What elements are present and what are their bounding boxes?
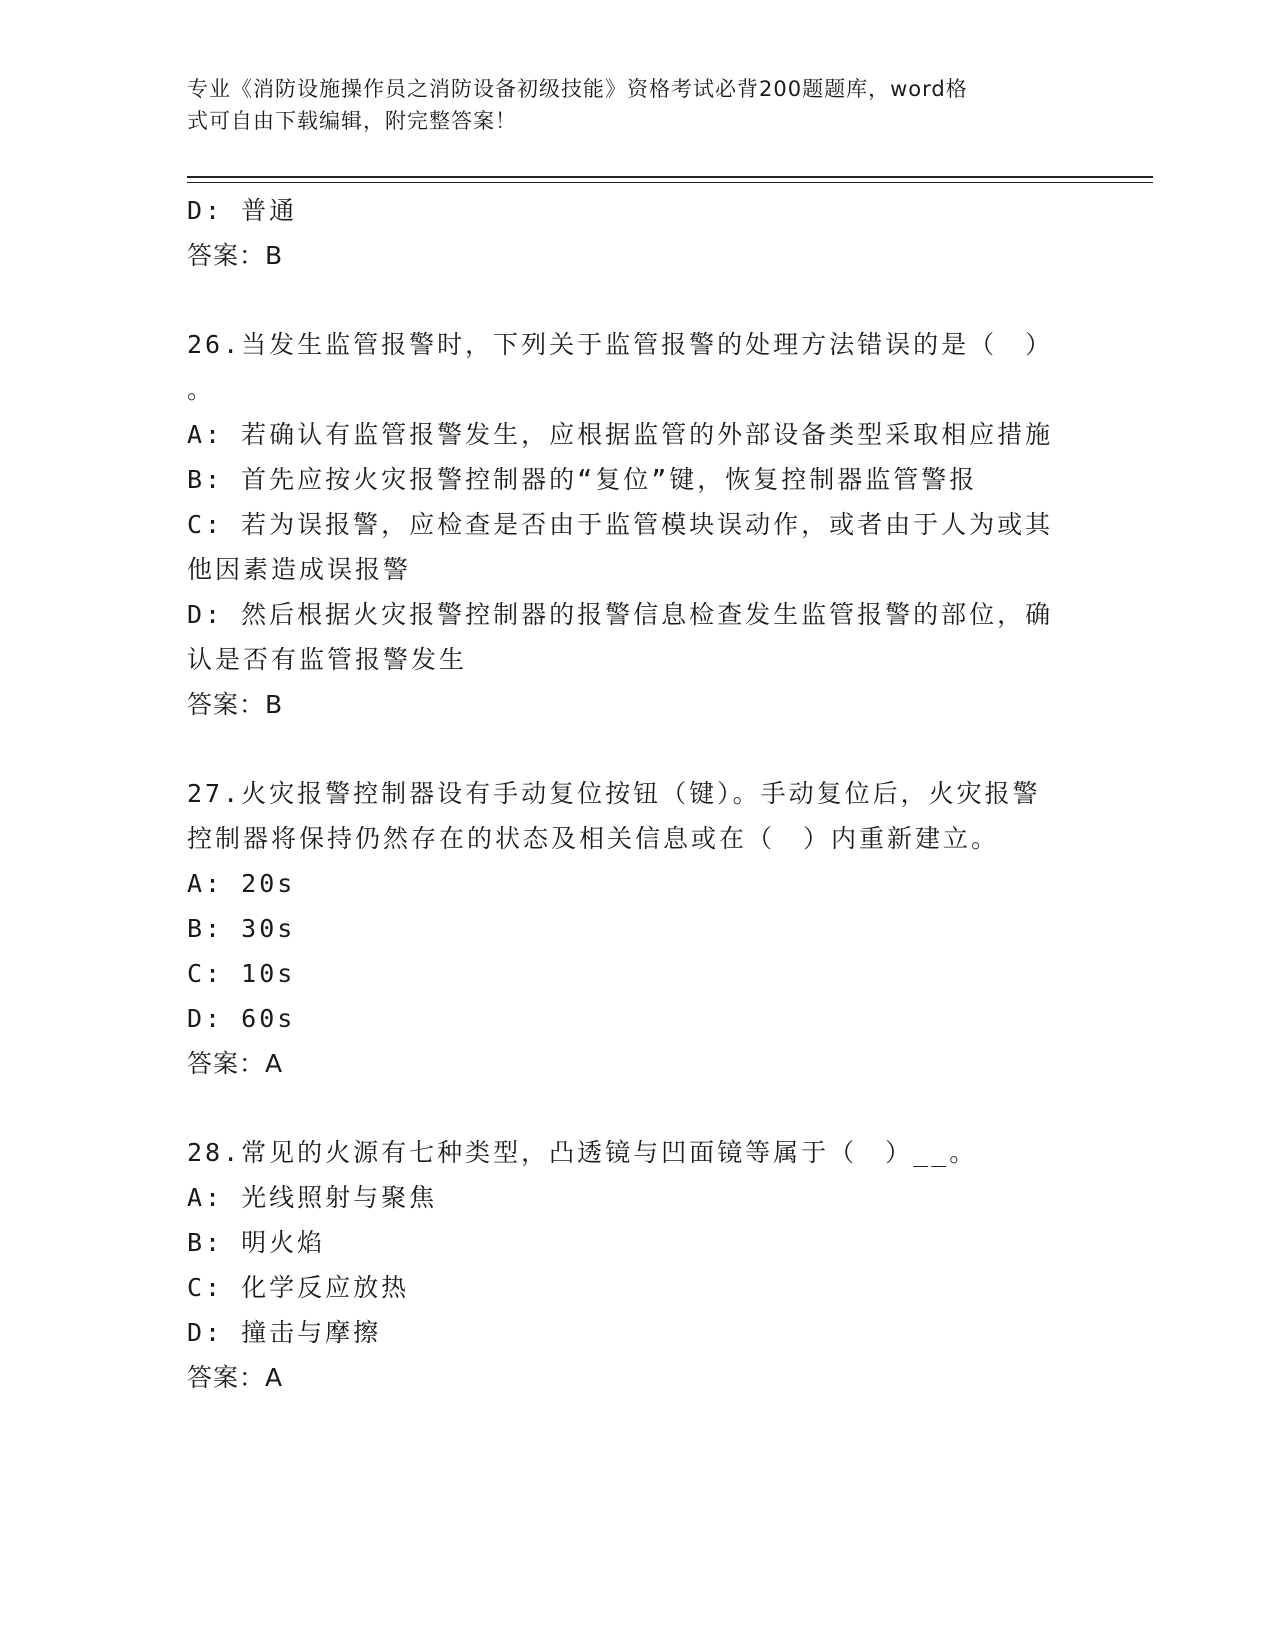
option-a: A: 20s (187, 869, 296, 898)
option-a: A: 光线照射与聚焦 (187, 1183, 438, 1212)
option-b: B: 30s (187, 914, 296, 943)
question-stem: 26.当发生监管报警时，下列关于监管报警的处理方法错误的是（ ） (187, 330, 1054, 359)
option-c-cont: 他因素造成误报警 (187, 555, 412, 584)
header-divider (187, 176, 1153, 183)
option-c: C: 若为误报警，应检查是否由于监管模块误动作，或者由于人为或其 (187, 510, 1054, 539)
option-c: C: 化学反应放热 (187, 1273, 410, 1302)
answer-line: 答案：A (187, 1363, 284, 1392)
option-c: C: 10s (187, 959, 296, 988)
question-stem-cont: 控制器将保持仍然存在的状态及相关信息或在（ ）内重新建立。 (187, 824, 1000, 853)
option-d: D: 60s (187, 1004, 296, 1033)
option-a: A: 若确认有监管报警发生，应根据监管的外部设备类型采取相应措施 (187, 420, 1054, 449)
question-list (187, 188, 1087, 1400)
previous-question-tail (187, 188, 1087, 278)
question-stem-cont: 。 (187, 375, 216, 404)
header-line-2: 式可自由下载编辑，附完整答案！ (187, 109, 517, 133)
option-d-cont: 认是否有监管报警发生 (187, 645, 468, 674)
answer-line: 答案：B (187, 690, 284, 719)
page-header (187, 73, 1067, 137)
option-d: D: 撞击与摩擦 (187, 1318, 382, 1347)
header-line-1: 专业《消防设施操作员之消防设备初级技能》资格考试必背200题题库，word格 (187, 77, 968, 101)
answer-line: 答案：A (187, 1049, 284, 1078)
option-b: B: 首先应按火灾报警控制器的“复位”键，恢复控制器监管警报 (187, 465, 978, 494)
option-d: D: 普通 (187, 196, 298, 225)
option-d: D: 然后根据火灾报警控制器的报警信息检查发生监管报警的部位，确 (187, 600, 1054, 629)
question-27 (187, 771, 1087, 1086)
option-b: B: 明火焰 (187, 1228, 326, 1257)
question-stem: 27.火灾报警控制器设有手动复位按钮（键）。手动复位后，火灾报警 (187, 779, 1041, 808)
question-26 (187, 322, 1087, 727)
question-stem: 28.常见的火源有七种类型，凸透镜与凹面镜等属于（ ）__。 (187, 1138, 978, 1167)
answer-line: 答案：B (187, 241, 284, 270)
question-28 (187, 1130, 1087, 1400)
